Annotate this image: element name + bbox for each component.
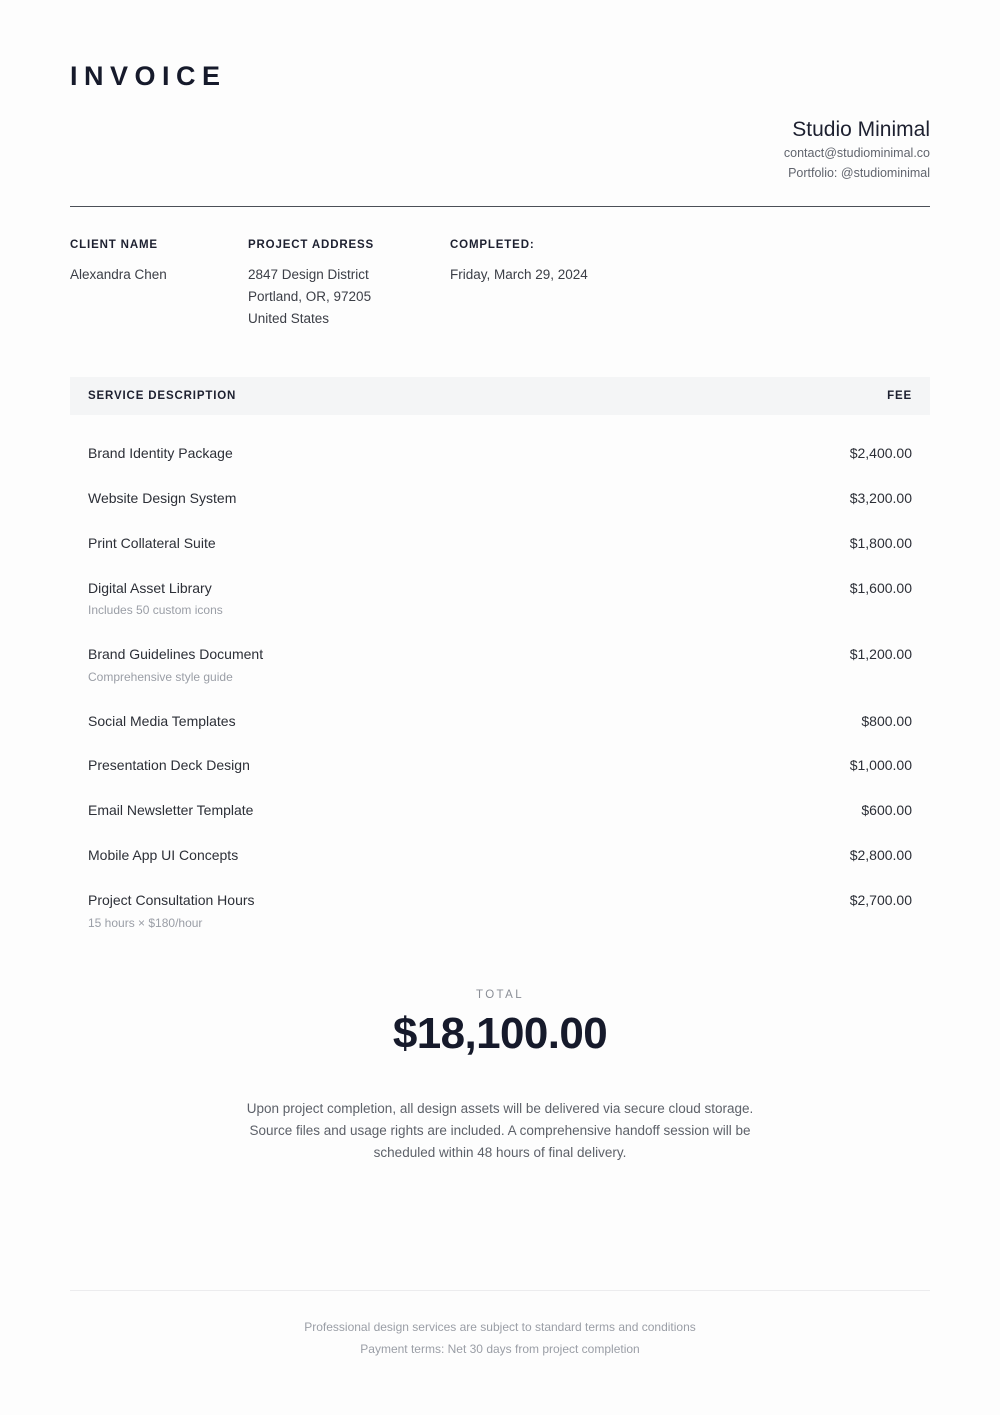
completed-label: COMPLETED: bbox=[450, 239, 535, 252]
table-row bbox=[88, 820, 912, 865]
line-item-name: Presentation Deck Design bbox=[88, 757, 250, 774]
invoice-footer bbox=[70, 1290, 930, 1360]
line-item-fee: $2,700.00 bbox=[849, 892, 912, 909]
line-item-description-cell bbox=[88, 891, 255, 931]
table-header-row bbox=[70, 377, 930, 415]
line-item-description-cell bbox=[88, 534, 216, 553]
company-block bbox=[70, 116, 930, 183]
line-item-name: Mobile App UI Concepts bbox=[88, 847, 239, 864]
line-item-fee: $1,600.00 bbox=[849, 579, 912, 596]
column-header-description: SERVICE DESCRIPTION bbox=[88, 389, 237, 402]
line-item-name: Brand Identity Package bbox=[88, 444, 233, 461]
company-email: contact@studiominimal.co bbox=[783, 145, 930, 160]
line-item-name: Social Media Templates bbox=[88, 712, 236, 729]
project-address-label: PROJECT ADDRESS bbox=[248, 239, 375, 252]
line-item-fee: $800.00 bbox=[861, 712, 912, 729]
line-item-name: Project Consultation Hours bbox=[88, 892, 255, 909]
line-item-description-cell bbox=[88, 846, 238, 865]
delivery-note: Upon project completion, all design assets will be delivered via secure cloud storage. Source files and usage rights are included. A comprehensive handoff session will be scheduled within 48 hours of final delivery. bbox=[246, 1100, 754, 1160]
footer-payment-line: Payment terms: Net 30 days from project completion bbox=[360, 1341, 640, 1356]
header-divider bbox=[70, 206, 930, 207]
invoice-meta bbox=[70, 239, 930, 329]
page-title: INVOICE bbox=[70, 61, 227, 91]
line-items-body bbox=[70, 415, 930, 932]
column-header-fee: FEE bbox=[887, 389, 912, 402]
line-item-note: 15 hours × $180/hour bbox=[88, 915, 203, 930]
address-line-2: Portland, OR, 97205 bbox=[248, 289, 372, 305]
company-portfolio: Portfolio: @studiominimal bbox=[788, 165, 930, 180]
table-row bbox=[88, 508, 912, 553]
line-item-description-cell bbox=[88, 756, 250, 775]
table-row bbox=[88, 865, 912, 931]
table-row bbox=[88, 730, 912, 775]
line-item-name: Website Design System bbox=[88, 489, 237, 506]
line-item-note: Includes 50 custom icons bbox=[88, 603, 223, 618]
meta-completed bbox=[450, 239, 930, 329]
address-line-1: 2847 Design District bbox=[248, 267, 369, 283]
line-item-note: Comprehensive style guide bbox=[88, 669, 233, 684]
line-item-name: Brand Guidelines Document bbox=[88, 646, 264, 663]
line-item-description-cell bbox=[88, 444, 233, 463]
client-name-label: CLIENT NAME bbox=[70, 239, 158, 252]
invoice-masthead bbox=[70, 0, 930, 207]
table-row bbox=[88, 686, 912, 731]
table-row bbox=[88, 415, 912, 463]
line-item-description-cell bbox=[88, 579, 223, 619]
line-item-description-cell bbox=[88, 489, 236, 508]
footer-divider bbox=[70, 1290, 930, 1291]
meta-client bbox=[70, 239, 248, 329]
line-item-fee: $1,000.00 bbox=[849, 757, 912, 774]
project-address-value bbox=[248, 264, 450, 330]
line-item-fee: $3,200.00 bbox=[849, 489, 912, 506]
client-name-value: Alexandra Chen bbox=[70, 267, 167, 283]
total-amount: $18,100.00 bbox=[392, 1008, 608, 1058]
line-item-description-cell bbox=[88, 712, 236, 731]
company-name: Studio Minimal bbox=[792, 117, 930, 141]
total-label: TOTAL bbox=[476, 988, 524, 1001]
line-item-fee: $1,200.00 bbox=[849, 646, 912, 663]
table-row bbox=[88, 463, 912, 508]
meta-address bbox=[248, 239, 450, 329]
address-line-3: United States bbox=[248, 311, 330, 326]
line-items-table bbox=[70, 377, 930, 932]
line-item-description-cell bbox=[88, 801, 253, 820]
line-item-description-cell bbox=[88, 645, 263, 685]
line-item-fee: $2,400.00 bbox=[849, 444, 912, 461]
table-row bbox=[88, 619, 912, 685]
line-item-name: Print Collateral Suite bbox=[88, 534, 216, 551]
total-block bbox=[70, 989, 930, 1058]
completed-value: Friday, March 29, 2024 bbox=[450, 267, 588, 283]
line-item-fee: $2,800.00 bbox=[849, 847, 912, 864]
line-item-name: Email Newsletter Template bbox=[88, 802, 254, 819]
line-item-fee: $600.00 bbox=[861, 802, 912, 819]
table-row bbox=[88, 775, 912, 820]
footer-terms-line: Professional design services are subject to standard terms and conditions bbox=[304, 1320, 696, 1335]
line-item-name: Digital Asset Library bbox=[88, 579, 212, 596]
line-item-fee: $1,800.00 bbox=[849, 534, 912, 551]
table-row bbox=[88, 553, 912, 619]
